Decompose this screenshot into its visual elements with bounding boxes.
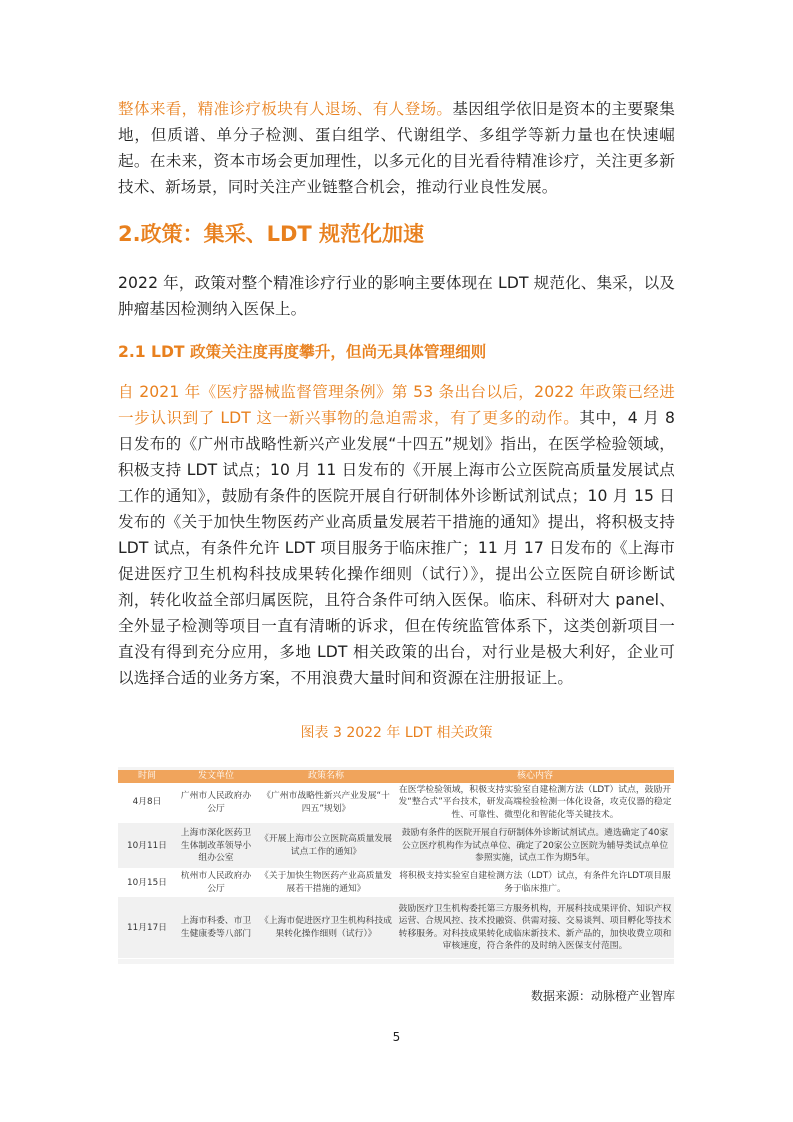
cell-content: 在医学检验领域，积极支持实验室自建检测方法（LDT）试点，鼓励开发“整合式”平台技术，研发高端检验检测一体化设备，攻克仪器的稳定性、可靠性、微型化和智能化等关键技术。 [396,783,674,823]
cell-date: 10月11日 [118,823,176,869]
figure-caption: 图表 3 2022 年 LDT 相关政策 [300,725,493,741]
policy-table [118,770,674,959]
cell-date: 4月8日 [118,783,176,823]
table-row [118,869,674,897]
cell-unit: 广州市人民政府办公厅 [176,783,256,823]
policy-table-figure [118,767,674,964]
header-unit: 发文单位 [176,770,256,783]
table-row [118,823,674,869]
cell-policy: 《上海市促进医疗卫生机构科技成果转化操作细则（试行）》 [256,897,396,959]
cell-content: 将积极支持实验室自建检测方法（LDT）试点，有条件允许LDT项目服务于临床推广。 [396,869,674,897]
table-header-row [118,770,674,783]
cell-unit: 上海市深化医药卫生体制改革领导小组办公室 [176,823,256,869]
cell-unit: 杭州市人民政府办公厅 [176,869,256,897]
cell-unit: 上海市科委、市卫生健康委等八部门 [176,897,256,959]
cell-policy: 《开展上海市公立医院高质量发展试点工作的通知》 [256,823,396,869]
intro-text: 基因组学依旧是资本的主要聚集地，但质谱、单分子检测、蛋白组学、代谢组学、多组学等新力量也在快速崛起。在未来，资本市场会更加理性，以多元化的目光看待精准诊疗，关注更多新技术、新场景，同时关注产业链整合机会，推动行业良性发展。 [118,100,675,196]
cell-content: 鼓励医疗卫生机构委托第三方服务机构，开展科技成果评价、知识产权运营、合规风控、技术投融资、供需对接、交易谈判、项目孵化等技术转移服务。对科技成果转化成临床新技术、新产品的，加快收费立项和审核速度，符合条件的及时纳入医保支付范围。 [396,897,674,959]
intro-paragraph [118,96,675,200]
body-text: 其中，4 月 8 日发布的《广州市战略性新兴产业发展“十四五”规划》指出，在医学检验领域，积极支持 LDT 试点；10 月 11 日发布的《开展上海市公立医院高质量发展试点工作的通知》，鼓励有条件的医院开展自行研制体外诊断试剂试点；10 月 15 日发布的《关于加快生物医药产业高质量发展若干措施的通知》提出，将积极支持 LDT 试点，有条件允许 LDT 项目服务于临床推广；11 月 17 日发布的《上海市促进医疗卫生机构科技成果转化操作细则（试行）》，提出公立医院自研诊断试剂，转化收益全部归属医院，且符合条件可纳入医保。临床、科研对大 panel、全外显子检测等项目一直有清晰的诉求，但在传统监管体系下，这类创新项目一直没有得到充分应用，多地 LDT 相关政策的出台，对行业是极大利好，企业可以选择合适的业务方案，不用浪费大量时间和资源在注册报证上。 [118,409,676,687]
intro-highlight: 整体来看，精准诊疗板块有人退场、有人登场。 [118,100,453,118]
data-source: 数据来源：动脉橙产业智库 [530,989,675,1003]
cell-content: 鼓励有条件的医院开展自行研制体外诊断试剂试点。遴选确定了40家公立医疗机构作为试点单位、确定了20家公立医院为辅导类试点单位参照实施，试点工作为期5年。 [396,823,674,869]
cell-date: 11月17日 [118,897,176,959]
table-row [118,783,674,823]
header-policy: 政策名称 [256,770,396,783]
body-highlight: 自 2021 年《医疗器械监督管理条例》第 53 条出台以后，2022 年政策已经进一步认识到了 LDT 这一新兴事物的急迫需求，有了更多的动作。 [118,383,675,427]
section-paragraph: 2022 年，政策对整个精准诊疗行业的影响主要体现在 LDT 规范化、集采，以及肿瘤基因检测纳入医保上。 [118,274,675,318]
page-number: 5 [392,1030,401,1044]
cell-date: 10月15日 [118,869,176,897]
body-paragraph [118,379,675,691]
table-row [118,897,674,959]
section-heading: 2.政策：集采、LDT 规范化加速 [118,222,425,246]
cell-policy: 《广州市战略性新兴产业发展“十四五”规划》 [256,783,396,823]
header-content: 核心内容 [396,770,674,783]
subsection-heading: 2.1 LDT 政策关注度再度攀升，但尚无具体管理细则 [118,343,487,361]
header-date: 时间 [118,770,176,783]
cell-policy: 《关于加快生物医药产业高质量发展若干措施的通知》 [256,869,396,897]
